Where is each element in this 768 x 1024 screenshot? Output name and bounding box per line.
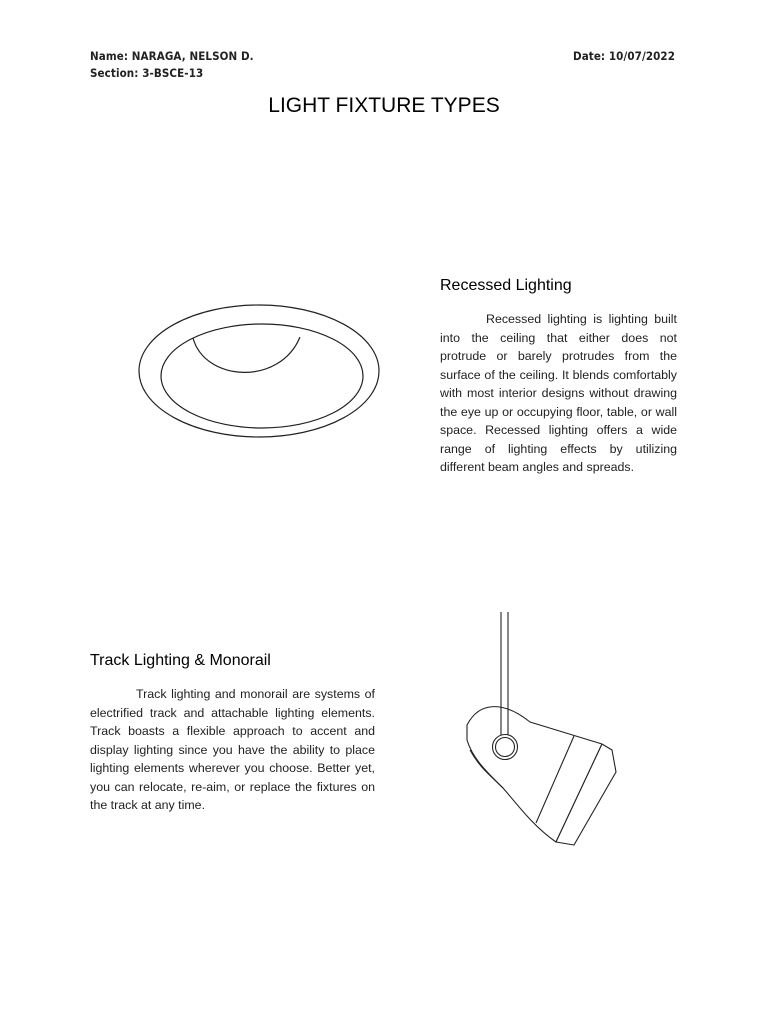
track-heading: Track Lighting & Monorail	[90, 652, 271, 669]
track-light-illustration	[450, 610, 630, 860]
track-light-pivot-outer	[493, 735, 518, 760]
recessed-light-illustration	[130, 300, 392, 450]
student-section: Section: 3-BSCE-13	[90, 66, 204, 80]
page-title: LIGHT FIXTURE TYPES	[268, 94, 500, 117]
recessed-reflector-curve	[193, 337, 300, 372]
student-name: Name: NARAGA, NELSON D.	[90, 49, 254, 63]
recessed-description: Recessed lighting is lighting built into the ceiling that either does not protrude or barely protrudes from the surface of the ceiling. It blends comfortably with most interior designs without drawing the eye up or occupying floor, table, or wall space. Recessed lighting offers a wide range of lighting effects by utilizing different beam angles and spreads.	[440, 312, 677, 474]
recessed-heading: Recessed Lighting	[440, 277, 572, 294]
document-date: Date: 10/07/2022	[573, 49, 676, 63]
recessed-inner-aperture	[161, 324, 363, 428]
track-description: Track lighting and monorail are systems of electrified track and attachable lighting elements. Track boasts a flexible approach to accent and display lighting since you have the ability to place lighting elements wherever you choose. Better yet, you can relocate, re-aim, or replace the fixtures on the track at any time.	[90, 687, 375, 812]
